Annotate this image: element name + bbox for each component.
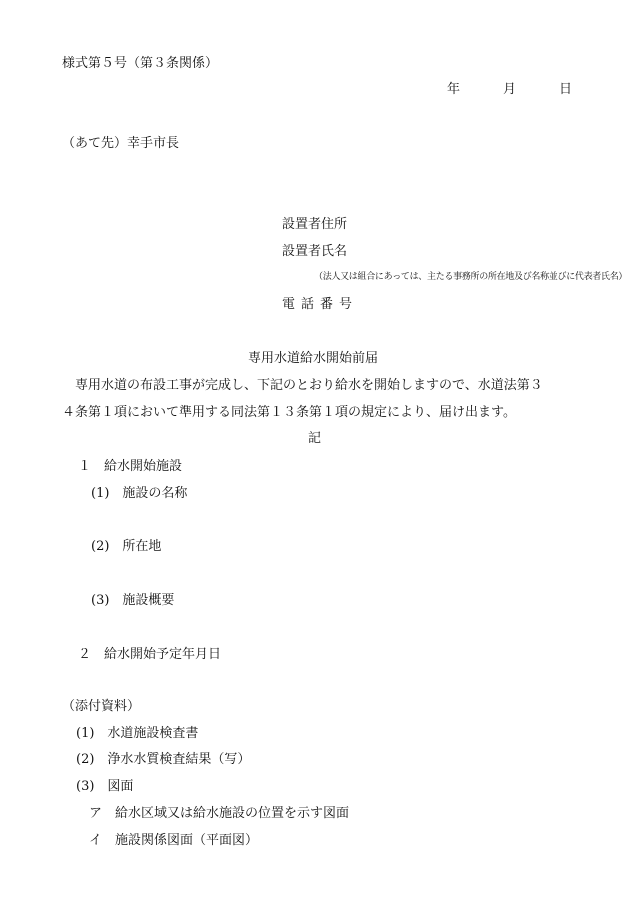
applicant-name-label: 設置者氏名: [282, 244, 348, 259]
attachment-3: (3) 図面: [76, 779, 134, 794]
item-1-sub-3: (3) 施設概要: [91, 593, 175, 608]
item-1-sub-2: (2) 所在地: [91, 539, 162, 554]
ki-marker: 記: [308, 431, 322, 446]
applicant-address-label: 設置者住所: [282, 217, 348, 232]
body-line-2: ４条第１項において準用する同法第１３条第１項の規定により、届け出ます。: [62, 405, 516, 420]
item-1: １ 給水開始施設: [78, 459, 183, 474]
form-number: 様式第５号（第３条関係）: [62, 56, 219, 71]
applicant-name-note: （法人又は組合にあっては、主たる事務所の所在地及び名称並びに代表者氏名）: [314, 272, 628, 282]
document-title: 専用水道給水開始前届: [248, 351, 379, 366]
date-month: 月: [503, 82, 517, 97]
attachment-3-a: ア 給水区域又は給水施設の位置を示す図面: [89, 806, 350, 821]
date-day: 日: [559, 82, 573, 97]
attachment-3-b: イ 施設関係図面（平面図）: [89, 833, 259, 848]
applicant-phone-label: 電話番号: [282, 297, 359, 312]
addressee: （あて先）幸手市長: [62, 136, 180, 151]
body-line-1: 専用水道の布設工事が完成し、下記のとおり給水を開始しますので、水道法第３: [75, 378, 543, 393]
attachment-2: (2) 浄水水質検査結果（写）: [76, 752, 251, 767]
date-year: 年: [447, 82, 461, 97]
item-1-sub-1: (1) 施設の名称: [91, 486, 188, 501]
attachment-1: (1) 水道施設検査書: [76, 726, 199, 741]
attachments-heading: （添付資料）: [62, 699, 141, 714]
item-2: ２ 給水開始予定年月日: [78, 647, 222, 662]
